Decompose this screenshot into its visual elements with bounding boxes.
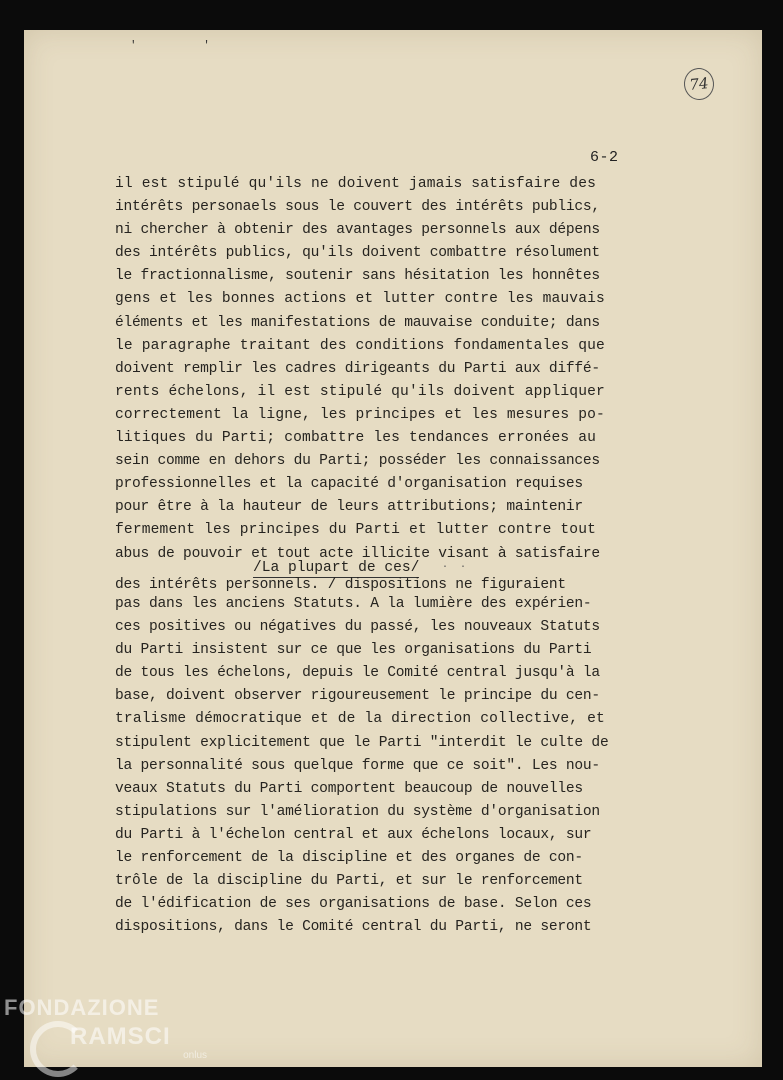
text-line: trôle de la discipline du Parti, et sur le renforcement <box>115 873 583 890</box>
folio-number: 74 <box>682 67 715 102</box>
typed-text-upper <box>115 173 675 566</box>
text-line: éléments et les manifestations de mauvaise conduite; dans <box>115 314 600 331</box>
text-line: ni chercher à obtenir des avantages personnels aux dépens <box>115 222 600 239</box>
text-line: fermement les principes du Parti et lutter contre tout <box>115 522 597 539</box>
text-line: du Parti à l'échelon central et aux échelons locaux, sur <box>115 826 592 843</box>
text-line: des intérêts personnels. / dispositions ne figuraient <box>115 577 566 593</box>
text-line: sein comme en dehors du Parti; posséder les connaissances <box>115 453 600 470</box>
text-line: gens et les bonnes actions et lutter contre les mauvais <box>115 291 605 308</box>
text-line: le paragraphe traitant des conditions fondamentales que <box>115 337 605 354</box>
text-line: doivent remplir les cadres dirigeants du Parti aux diffé- <box>115 360 600 377</box>
text-line: litiques du Parti; combattre les tendances erronées au <box>115 430 597 447</box>
text-line: dispositions, dans le Comité central du Parti, ne seront <box>115 919 592 936</box>
text-line: stipulent explicitement que le Parti "interdit le culte de <box>115 734 609 751</box>
text-line: pour être à la hauteur de leurs attributions; maintenir <box>115 499 583 516</box>
text-line: le renforcement de la discipline et des organes de con- <box>115 850 583 867</box>
text-line: correctement la ligne, les principes et les mesures po- <box>115 406 605 423</box>
text-line: pas dans les anciens Statuts. A la lumière des expérien- <box>115 596 592 612</box>
text-line: des intérêts publics, qu'ils doivent combattre résolument <box>115 245 600 262</box>
text-line: rents échelons, il est stipulé qu'ils doivent appliquer <box>115 383 605 400</box>
watermark-line-2: RAMSCI <box>70 1023 171 1050</box>
text-line: professionnelles et la capacité d'organisation requises <box>115 476 583 493</box>
text-line: veaux Statuts du Parti comportent beaucoup de nouvelles <box>115 780 583 797</box>
text-line: le fractionnalisme, soutenir sans hésitation les honnêtes <box>115 268 600 285</box>
text-line: stipulations sur l'amélioration du système d'organisation <box>115 803 600 820</box>
document-page <box>24 30 762 1067</box>
text-line: il est stipulé qu'ils ne doivent jamais satisfaire des <box>115 176 597 192</box>
interlinear-insertion: /La plupart de ces/ <box>253 560 420 576</box>
watermark-sub: onlus <box>183 1050 208 1061</box>
text-line: base, doivent observer rigoureusement le principe du cen- <box>115 688 600 705</box>
text-line: de l'édification de ses organisations de base. Selon ces <box>115 896 592 913</box>
typed-text-lower <box>115 578 675 939</box>
text-line: ces positives ou négatives du passé, les nouveaux Statuts <box>115 619 600 636</box>
text-line: la personnalité sous quelque forme que ce soit". Les nou- <box>115 757 600 774</box>
text-line: de tous les échelons, depuis le Comité central jusqu'à la <box>115 665 600 682</box>
text-line: du Parti insistent sur ce que les organisations du Parti <box>115 642 592 659</box>
top-marks: ' ' <box>130 40 240 52</box>
text-line: intérêts personaels sous le couvert des intérêts publics, <box>115 199 600 216</box>
text-line: tralisme démocratique et de la direction collective, et <box>115 711 605 728</box>
page-number: 6-2 <box>590 149 619 166</box>
text-line: abus de pouvoir et tout acte illicite visant à satisfaire <box>115 545 600 562</box>
insertion-marks-icon: · · <box>442 562 470 573</box>
watermark-line-1: FONDAZIONE <box>4 995 160 1020</box>
